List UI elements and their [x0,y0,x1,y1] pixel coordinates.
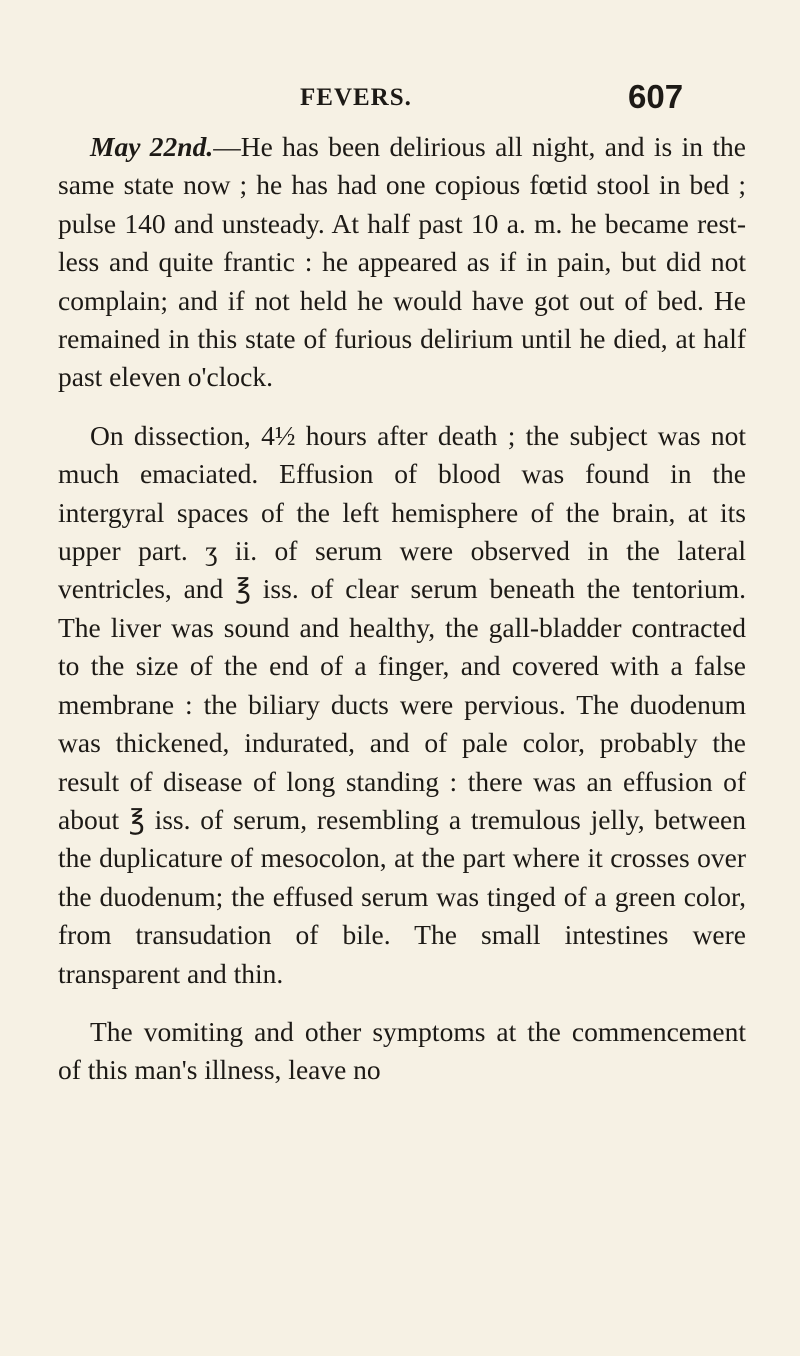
entry-date: May 22nd. [90,131,214,162]
paragraph-dissection: On dissection, 4½ hours after death ; the subject was not much emaciated. Effusion of blood was found in the intergyral spaces of the left hemisphere of the brain, at its upper part. ʒ ii. of serum were observed in the lateral ventricles, and ℥ iss. of clear serum beneath the tentorium. The liver was sound and healthy, the gall-bladder contracted to the size of the end of a finger, and covered with a false membrane : the biliary ducts were pervious. The duodenum was thickened, indurated, and of pale color, probably the result of disease of long standing : there was an effusion of about ℥ iss. of serum, resembling a tremulous jelly, between the duplicature of mesocolon, at the part where it crosses over the duodenum; the effused serum was tinged of a green color, from transudation of bile. The small intestines were transparent and thin. [58,419,746,989]
paragraph-vomiting: The vomiting and other symptoms at the commencement of this man's illness, leave no [58,1015,746,1086]
running-head [0,78,800,118]
running-head-title: FEVERS. [300,84,412,111]
paragraph-text: —He has been delirious all night, and is in the same state now ; he has had one copious fœtid stool in bed ; pulse 140 and unsteady. At half past 10 a. m. he became restless and quite frantic : he appeared as if in pain, but did not complain; and if not held he would have got out of bed. He remained in this state of furious delirium until he died, at half past eleven o'clock. [58,131,746,393]
paragraph-may-22 [58,128,746,397]
body-text [58,128,746,1090]
page-number: 607 [628,78,684,115]
